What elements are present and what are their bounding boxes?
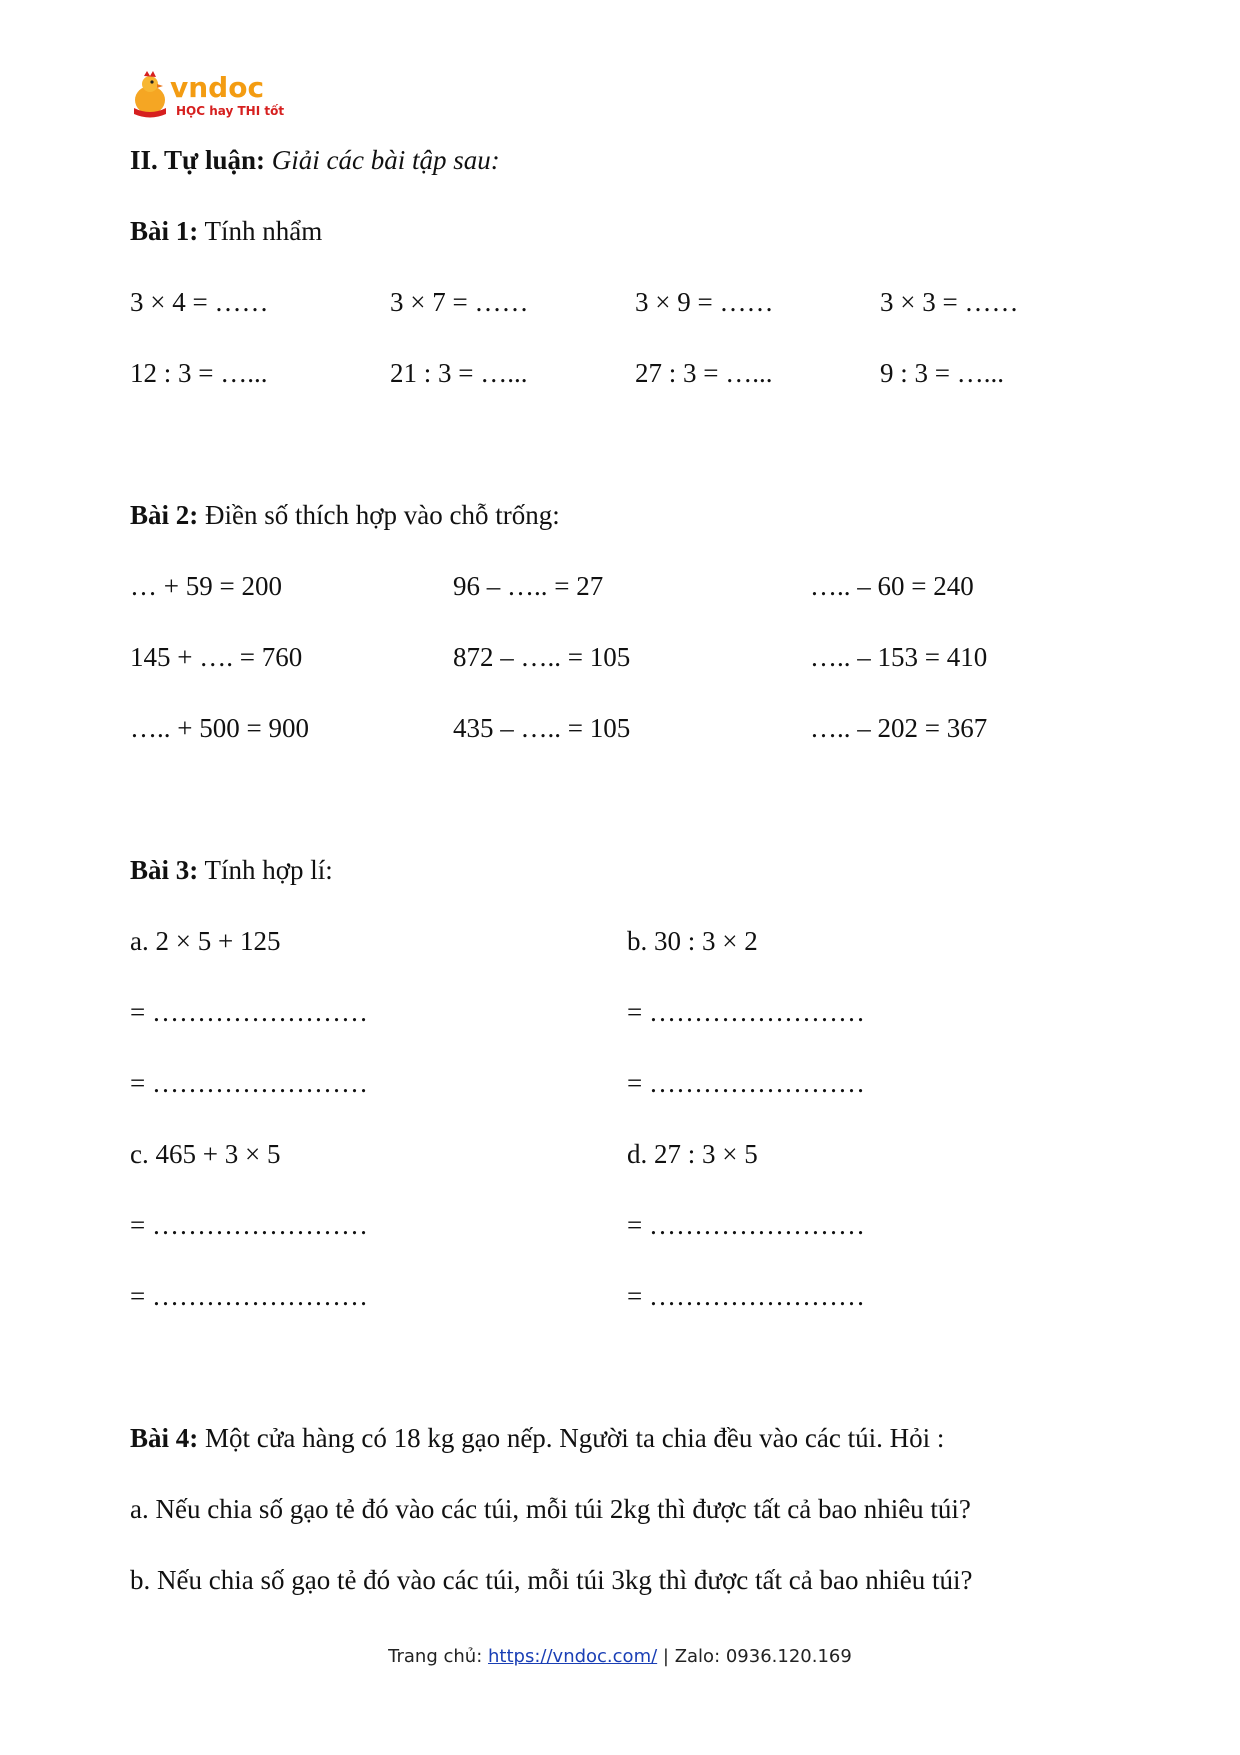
bai1-r2-c1: 12 : 3 = …... xyxy=(130,358,268,388)
bai3-b-blank-1: = …………………… xyxy=(627,997,865,1027)
bai4-text: Một cửa hàng có 18 kg gạo nếp. Người ta chia đều vào các túi. Hỏi : xyxy=(205,1423,945,1453)
bai3-b-blank-2: = …………………… xyxy=(627,1068,865,1098)
bai3-item-c: c. 465 + 3 × 5 xyxy=(130,1139,281,1169)
bai3-label: Bài 3: xyxy=(130,855,199,885)
section-heading xyxy=(130,144,500,176)
bai3-a-blank-2: = …………………… xyxy=(130,1068,368,1098)
bai3-d-blank-2: = …………………… xyxy=(627,1281,865,1311)
bai2-title: Điền số thích hợp vào chỗ trống: xyxy=(205,500,560,530)
logo-tagline: HỌC hay THI tốt xyxy=(176,104,285,118)
bai2-r1-c2: 96 – ….. = 27 xyxy=(453,571,604,601)
mascot-comb xyxy=(144,71,156,77)
section-instruction: Giải các bài tập sau: xyxy=(271,145,500,175)
bai3-c-blank-1: = …………………… xyxy=(130,1210,368,1240)
vndoc-logo xyxy=(130,70,290,122)
bai1-r2-c4: 9 : 3 = …... xyxy=(880,358,1004,388)
bai4-heading xyxy=(130,1422,944,1454)
bai1-r1-c4: 3 × 3 = …… xyxy=(880,287,1019,317)
bai3-a-blank-1: = …………………… xyxy=(130,997,368,1027)
bai2-label: Bài 2: xyxy=(130,500,199,530)
bai3-item-a: a. 2 × 5 + 125 xyxy=(130,926,281,956)
bai1-heading xyxy=(130,215,322,247)
bai3-item-d: d. 27 : 3 × 5 xyxy=(627,1139,758,1169)
bai2-r1-c1: … + 59 = 200 xyxy=(130,571,282,601)
bai4-question-b: b. Nếu chia số gạo tẻ đó vào các túi, mỗi túi 3kg thì được tất cả bao nhiêu túi? xyxy=(130,1565,973,1595)
bai3-item-b: b. 30 : 3 × 2 xyxy=(627,926,758,956)
bai1-r1-c1: 3 × 4 = …… xyxy=(130,287,269,317)
bai1-r1-c3: 3 × 9 = …… xyxy=(635,287,774,317)
bai4-question-a: a. Nếu chia số gạo tẻ đó vào các túi, mỗi túi 2kg thì được tất cả bao nhiêu túi? xyxy=(130,1494,971,1524)
bai2-r2-c1: 145 + …. = 760 xyxy=(130,642,303,672)
bai1-r2-c2: 21 : 3 = …... xyxy=(390,358,528,388)
mascot-head xyxy=(142,76,158,92)
bai3-heading xyxy=(130,854,333,886)
homepage-link[interactable]: https://vndoc.com/ xyxy=(488,1646,658,1667)
mascot-beak xyxy=(157,84,163,88)
bai3-c-blank-2: = …………………… xyxy=(130,1281,368,1311)
bai2-r3-c3: ….. – 202 = 367 xyxy=(810,713,988,743)
section-label: II. Tự luận: xyxy=(130,145,266,175)
bai2-r1-c3: ….. – 60 = 240 xyxy=(810,571,974,601)
bai1-title: Tính nhẩm xyxy=(204,216,323,246)
bai4-label: Bài 4: xyxy=(130,1423,199,1453)
bai3-d-blank-1: = …………………… xyxy=(627,1210,865,1240)
bai1-r2-c3: 27 : 3 = …... xyxy=(635,358,773,388)
logo-graphic xyxy=(130,70,290,122)
bai1-r1-c2: 3 × 7 = …… xyxy=(390,287,529,317)
bai2-r2-c3: ….. – 153 = 410 xyxy=(810,642,988,672)
logo-brand-text: vndoc xyxy=(170,71,265,104)
bai2-r2-c2: 872 – ….. = 105 xyxy=(453,642,631,672)
bai2-r3-c1: ….. + 500 = 900 xyxy=(130,713,309,743)
footer-prefix: Trang chủ: xyxy=(388,1646,483,1667)
bai1-label: Bài 1: xyxy=(130,216,199,246)
mascot-eye xyxy=(150,80,153,83)
bai3-title: Tính hợp lí: xyxy=(204,855,333,885)
footer-zalo: | Zalo: 0936.120.169 xyxy=(662,1646,852,1667)
bai2-r3-c2: 435 – ….. = 105 xyxy=(453,713,631,743)
page-footer xyxy=(0,1646,1240,1667)
bai2-heading xyxy=(130,499,560,531)
